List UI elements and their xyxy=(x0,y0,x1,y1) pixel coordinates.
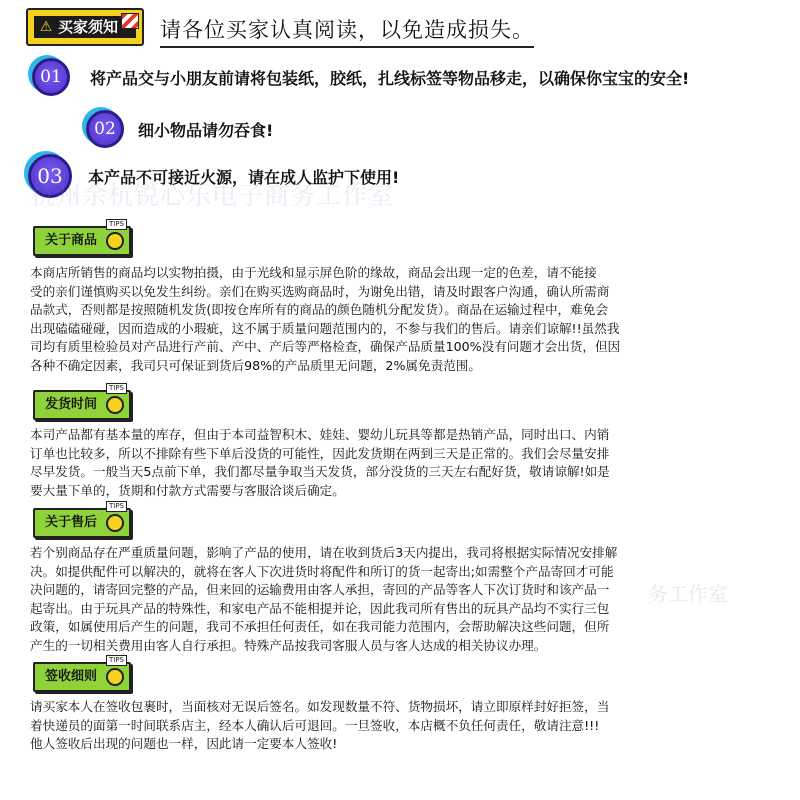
text-line: 请买家本人在签收包裹时，当面核对无误后签名。如发现数量不符、货物损坏，请立即原样封好拒签，当 xyxy=(30,699,610,714)
header-badge xyxy=(26,8,144,46)
section-label: 发货时间 xyxy=(45,397,98,412)
text-line: 本商店所销售的商品均以实物拍摄，由于光线和显示屏色阶的缘故，商品会出现一定的色差，请不能接 xyxy=(30,265,597,280)
text-line: 着快递员的面第一时间联系店主，经本人确认后可退回。一旦签收，本店概不负任何责任，敬请注意!!! xyxy=(30,717,600,733)
text-line: 他人签收后出现的问题也一样，因此请一定要本人签收! xyxy=(30,736,338,752)
tips-tag: TIPS xyxy=(106,501,127,512)
text-line: 要大量下单的，货期和付款方式需要与客服洽谈后确定。 xyxy=(30,482,345,498)
section-label: 关于售后 xyxy=(45,515,98,530)
notice-text-1: 将产品交与小朋友前请将包装纸，胶纸，扎线标签等物品移走，以确保你宝宝的安全! xyxy=(90,68,690,88)
watermark: 务工作室 xyxy=(648,582,728,606)
text-line: 尽早发货。一般当天5点前下单，我们都尽量争取当天发货，部分没货的三天左右配好货，敬请谅解!如是 xyxy=(30,464,610,480)
text-line: 出现磕磕碰碰，因而造成的小瑕疵，这不属于质量问题范围内的，不参与我们的售后。请亲们谅解!!虽然我 xyxy=(30,320,620,336)
text-line: 品款式，否则都是按照随机发货(即按仓库所有的商品的颜色随机分配发货）。商品在运输过程中，难免会 xyxy=(30,302,608,318)
text-line: 本司产品都有基本量的库存，但由于本司益智积木、娃娃、婴幼儿玩具等都是热销产品，同时出口、内销 xyxy=(30,427,610,442)
lightbulb-icon xyxy=(106,232,124,250)
lightbulb-icon xyxy=(106,514,124,532)
tips-tag: TIPS xyxy=(106,219,127,230)
warning-icon: ⚠ xyxy=(39,19,53,35)
notice-text-3: 本产品不可接近火源，请在成人监护下使用! xyxy=(88,167,400,187)
text-line: 政策，如属使用后产生的问题，我司不承担任何责任，如在我司能力范围内，会帮助解决这些问题，但所 xyxy=(30,619,610,635)
watermark: 杭州余杭锐心乐电子商务工作室 xyxy=(30,181,395,210)
section-badge-shipping xyxy=(33,384,131,420)
section-badge-aftersales xyxy=(33,502,131,538)
number-badge-3: 03 xyxy=(28,154,72,198)
page-title: 请各位买家认真阅读，以免造成损失。 xyxy=(160,14,534,48)
section-body-aftersales xyxy=(30,544,678,656)
text-line: 受的亲们谨慎购买以免发生纠纷。亲们在购买选购商品时，为谢免出错，请及时跟客户沟通，确认所需商 xyxy=(30,283,610,299)
text-line: 产生的一切相关费用由客人自行承担。特殊产品按我司客服人员与客人达成的相关协议办理。 xyxy=(30,637,547,653)
text-line: 起寄出。由于玩具产品的特殊性，和家电产品不能相提并论，因此我司所有售出的玩具产品均不实行三包 xyxy=(30,600,610,616)
section-badge-receipt xyxy=(33,656,131,692)
number-badge-2: 02 xyxy=(86,110,124,148)
tips-tag: TIPS xyxy=(106,655,127,666)
text-line: 订单也比较多，所以不排除有些下单后没货的可能性，因此发货期在两到三天是正常的。我们会尽量安排 xyxy=(30,445,610,461)
tips-tag: TIPS xyxy=(106,383,127,394)
text-line: 决。如提供配件可以解决的，就将在客人下次进货时将配件和所订的货一起寄出;如需整个产品寄回才可能 xyxy=(30,563,614,579)
notice-item-2 xyxy=(86,110,273,148)
text-line: 各种不确定因素，我司只可保证到货后98%的产品质里无问题，2%属免责范围。 xyxy=(30,357,481,373)
notice-text-2: 细小物品请勿吞食! xyxy=(138,120,274,140)
text-line: 司均有质里检验员对产品进行产前、产中、产后等严格检查，确保产品质量100%没有问题才会出货，但因 xyxy=(30,339,621,355)
section-badge-product xyxy=(33,220,131,256)
barrier-stripes-icon xyxy=(121,13,139,29)
section-label: 关于商品 xyxy=(45,233,98,248)
lightbulb-icon xyxy=(106,396,124,414)
notice-item-1 xyxy=(32,58,689,96)
section-body-receipt xyxy=(30,698,678,754)
section-body-product xyxy=(30,264,678,376)
lightbulb-icon xyxy=(106,668,124,686)
section-label: 签收细则 xyxy=(45,669,98,684)
section-body-shipping xyxy=(30,426,678,500)
text-line: 决问题的，请寄回完整的产品，但来回的运输费用由客人承担，寄回的产品等客人下次订货时和该产品一 xyxy=(30,582,610,598)
header-badge-label: 买家须知 xyxy=(58,18,119,36)
text-line: 若个别商品存在严重质量问题，影响了产品的使用，请在收到货后3天内提出，我司将根据实际情况安排解 xyxy=(30,545,618,560)
number-badge-1: 01 xyxy=(32,58,70,96)
